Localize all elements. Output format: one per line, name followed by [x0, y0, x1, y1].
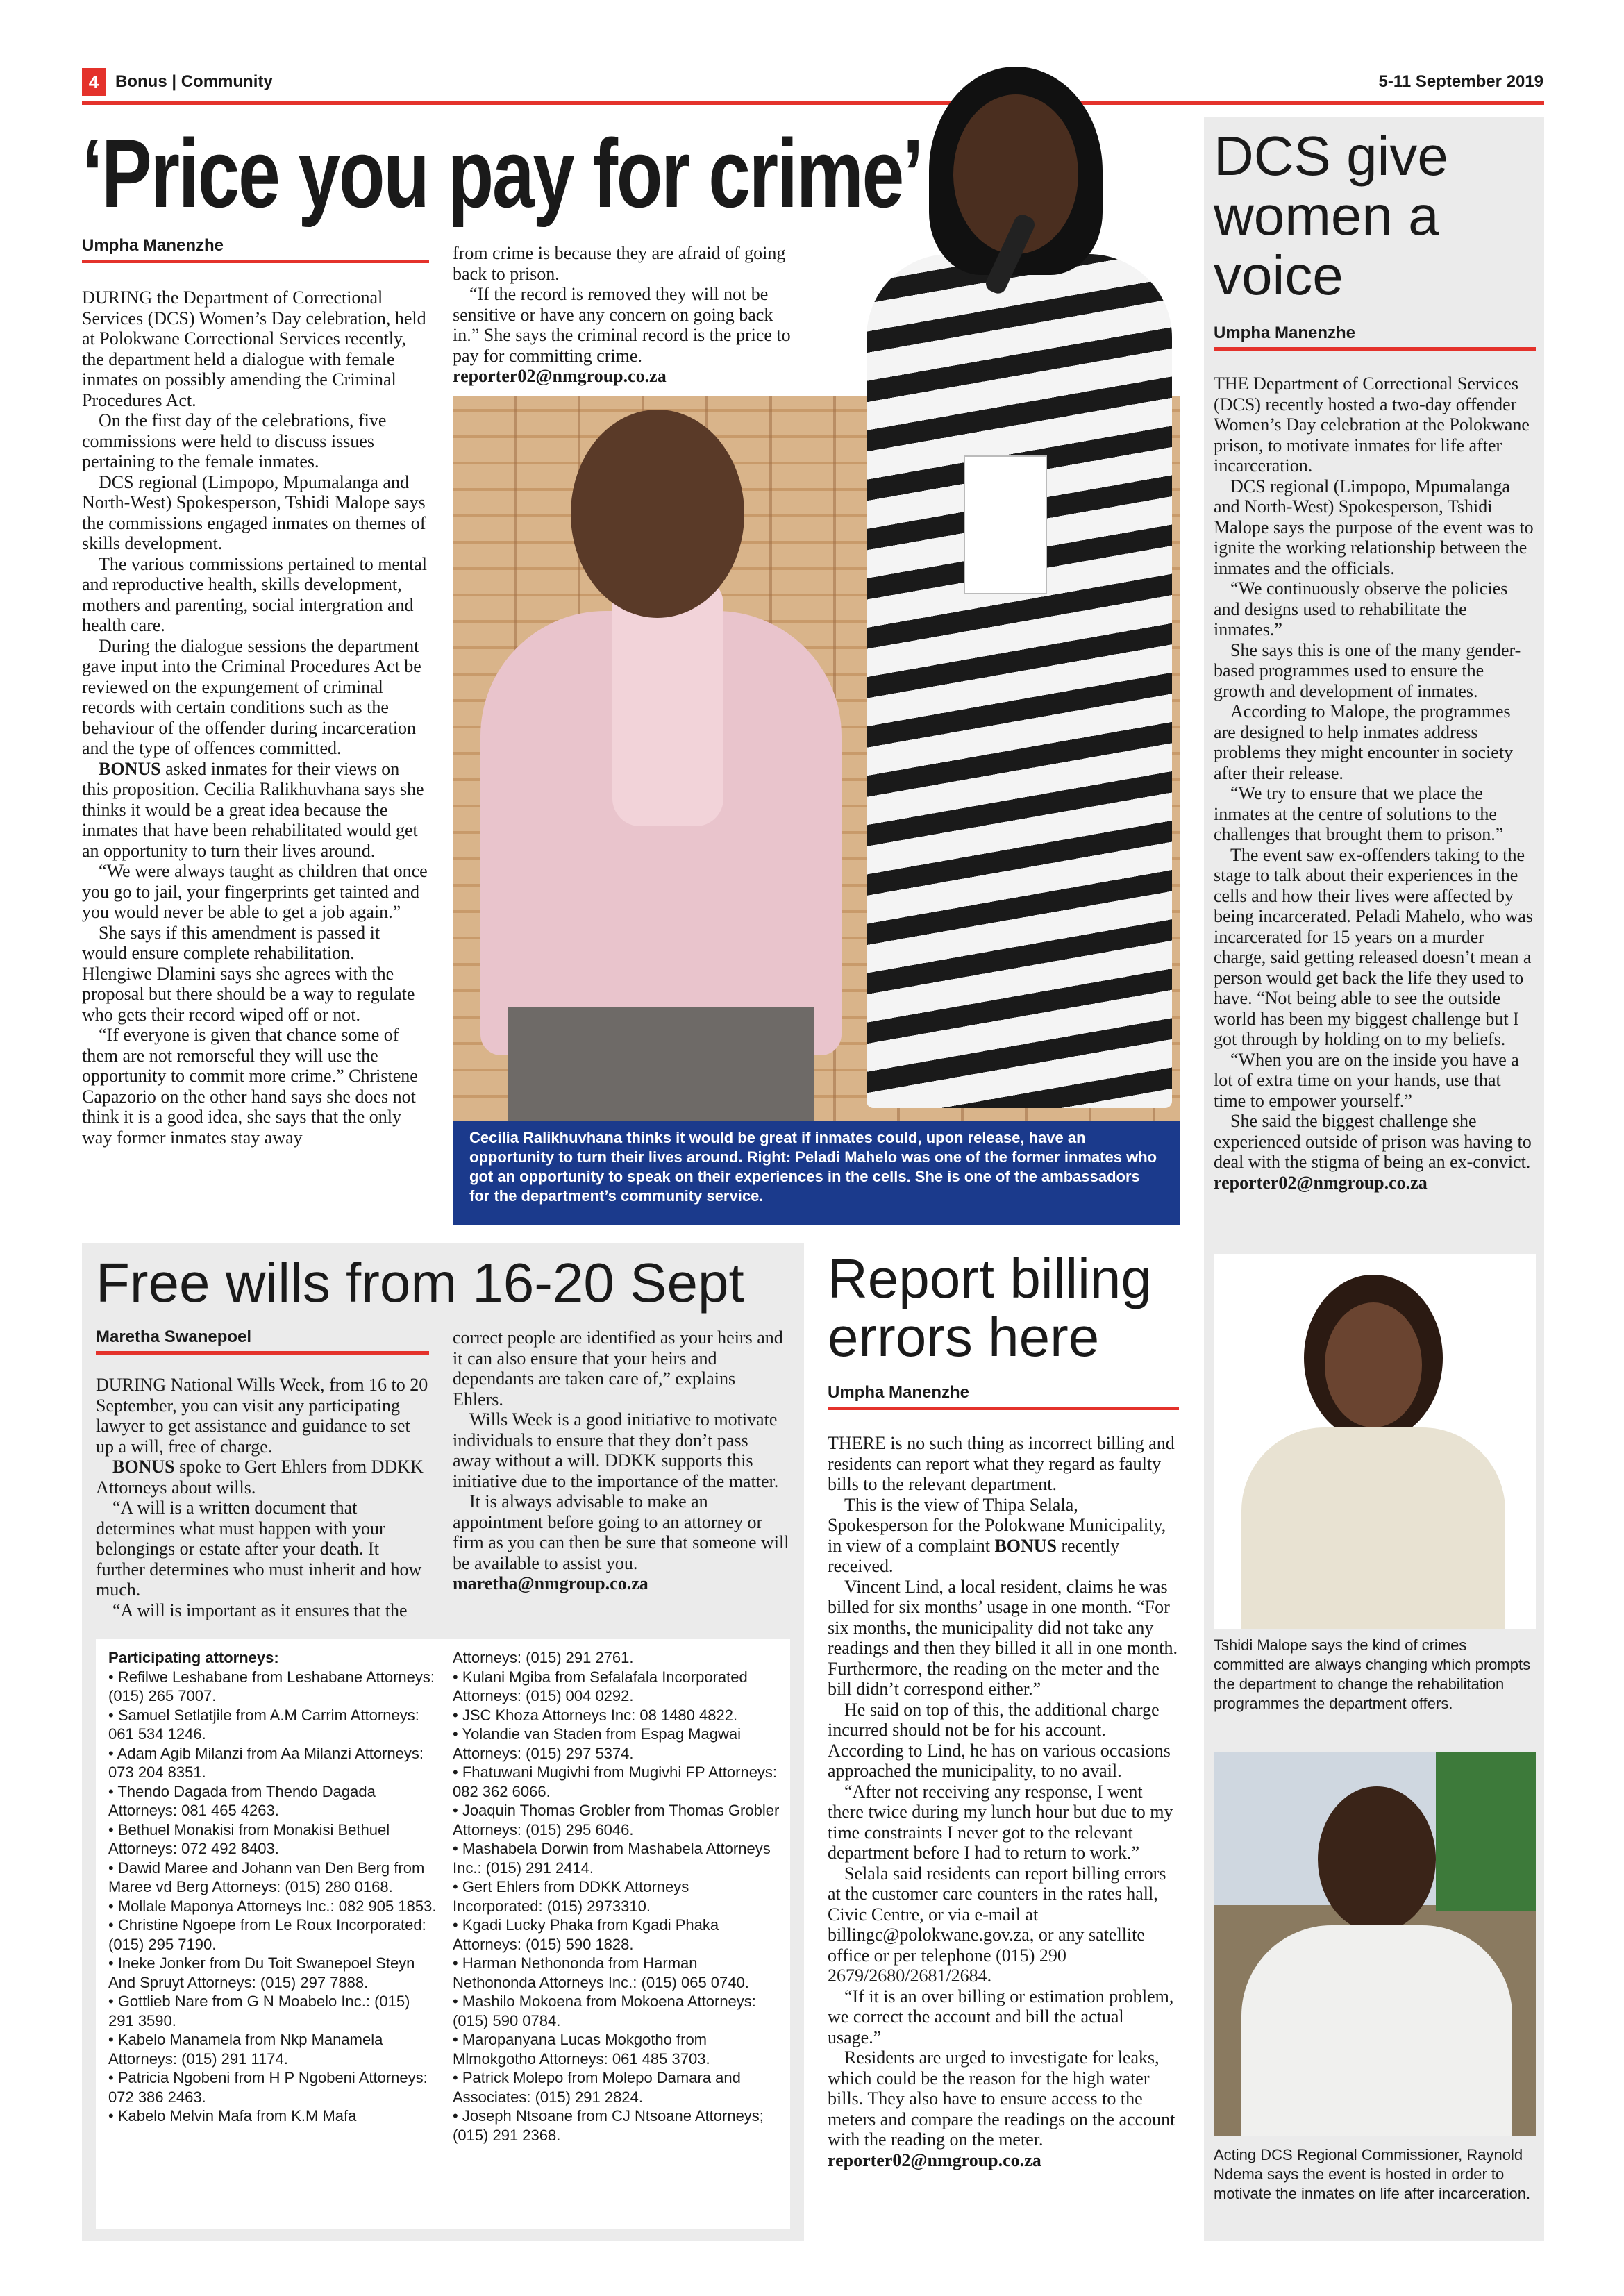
wills-paragraph: DURING National Wills Week, from 16 to 20 September, you can visit any participating lawyer to get assistance and guidance to set up a will, free of charge. — [96, 1375, 428, 1457]
billing-byline: Umpha Manenzhe — [828, 1383, 970, 1402]
billing-paragraph: He said on top of this, the additional charge incurred should not be for his account. According to Lind, he has on various occasions approached the municipality, to no avail. — [828, 1699, 1171, 1781]
photo-caption-main: Cecilia Ralikhuvhana thinks it would be great if inmates could, upon release, have an opportunity to turn their lives around. Right: Peladi Mahelo was one of the former inmates who got an opportunity to speak on their experiences in the cells. She is one of the ambassadors for the department’s community service. — [453, 1121, 1180, 1225]
attorney-item: • Ineke Jonker from Du Toit Swanepoel Steyn And Spruyt Attorneys: (015) 297 7888. — [108, 1954, 415, 1991]
wills-paragraph: It is always advisable to make an appointment before going to an attorney or firm as you can then be sure that someone will be available to assist you. — [453, 1491, 789, 1573]
bonus-mark: BONUS — [112, 1457, 175, 1477]
crime-paragraph: On the first day of the celebrations, five commissions were held to discuss issues pertaining to the female inmates. — [82, 410, 387, 471]
attorney-item: Attorneys: (015) 291 2761. — [453, 1649, 634, 1666]
dcs-paragraph: She says this is one of the many gender-based programmes used to ensure the growth and development of inmates. — [1214, 639, 1521, 701]
attorney-item: • Refilwe Leshabane from Leshabane Attorneys: (015) 265 7007. — [108, 1668, 435, 1704]
attorney-item: • Yolandie van Staden from Espag Magwai Attorneys: (015) 297 5374. — [453, 1725, 741, 1762]
crime-paragraph: She says if this amendment is passed it would ensure complete rehabilitation. Hlengiwe Dlamini says she agrees with the proposal but there should be a way to regulate who gets their record wiped off or not. — [82, 922, 415, 1025]
billing-paragraph: Selala said residents can report billing errors at the customer care counters in the rates hall, Civic Centre, or via e-mail at billingc@polokwane.gov.za, or any satellite office or per telephone (015) 290 2679/2680/2681/2684. — [828, 1863, 1166, 1986]
grey-skirt — [508, 1007, 814, 1121]
dcs-paragraph: “When you are on the inside you have a lot of extra time on your hands, use that time to empower yourself.” — [1214, 1049, 1519, 1111]
billing-paragraph: THERE is no such thing as incorrect billing and residents can report what they regard as faulty bills to the relevant department. — [828, 1433, 1175, 1494]
billing-paragraph — [828, 1495, 1179, 1577]
attorney-item: • Dawid Maree and Johann van Den Berg from Maree vd Berg Attorneys: (015) 280 0168. — [108, 1859, 425, 1895]
crime-headline: ‘Price you pay for crime’ — [82, 119, 922, 228]
attorney-item: • Joseph Ntsoane from CJ Ntsoane Attorneys; (015) 291 2368. — [453, 2107, 764, 2144]
photo-tshidi-malope — [1214, 1254, 1536, 1629]
wills-paragraph-text: spoke to Gert Ehlers from DDKK Attorneys about wills. — [96, 1457, 424, 1498]
face — [1325, 1302, 1422, 1427]
attorney-item: • Kgadi Lucky Phaka from Kgadi Phaka Attorneys: (015) 590 1828. — [453, 1916, 719, 1953]
wills-column-2 — [453, 1327, 790, 1594]
crime-paragraph: “We were always taught as children that once you go to jail, your fingerprints get tainted and you would never be able to get a job again.” — [82, 861, 428, 922]
dcs-headline: DCS give women a voice — [1214, 125, 1448, 306]
dcs-paragraph: She said the biggest challenge she experienced outside of prison was having to deal with the stigma of being an ex-convict. — [1214, 1111, 1532, 1172]
attorney-item: • Maropanyana Lucas Mokgotho from Mlmokgotho Attorneys: 061 485 3703. — [453, 2031, 710, 2068]
name-badge — [964, 455, 1047, 594]
wills-column-1 — [96, 1375, 429, 1620]
wills-headline: Free wills from 16-20 Sept — [96, 1252, 744, 1314]
crime-paragraph — [82, 759, 429, 862]
attorney-item: • Mashilo Mokoena from Mokoena Attorneys: (015) 590 0784. — [453, 1993, 756, 2029]
bonus-mark: BONUS — [99, 758, 161, 779]
flag — [1436, 1752, 1536, 1911]
crime-column-1 — [82, 287, 429, 1148]
dcs-byline-rule — [1214, 347, 1536, 351]
crime-paragraph: DURING the Department of Correctional Services (DCS) Women’s Day celebration, held at Polokwane Correctional Services recently, the department held a dialogue with female inmates on possibly amending the Criminal Procedures Act. — [82, 287, 426, 410]
wills-paragraph: correct people are identified as your heirs and it can also ensure that your heirs and dependants are taken care of,” explains Ehlers. — [453, 1327, 783, 1409]
crime-paragraph-text: asked inmates for their views on this proposition. Cecilia Ralikhuvhana says she thinks it would be a great idea because the inmates that have been rehabilitated would get an opportunity to turn their lives around. — [82, 758, 424, 861]
uniform-shirt — [1241, 1427, 1505, 1629]
crime-paragraph: “If everyone is given that chance some of them are not remorseful they will use the opportunity to commit more crime.” Christene Capazorio on the other hand says she does not think it is a good idea, she says that the only way former inmates stay away — [82, 1025, 418, 1148]
billing-paragraph: “If it is an over billing or estimation problem, we correct the account and bill the actual usage.” — [828, 1986, 1174, 2047]
white-shirt — [1241, 1925, 1512, 2136]
attorneys-column-2 — [453, 1648, 782, 2145]
crime-paragraph: The various commissions pertained to mental and reproductive health, skills development, mothers and parenting, social intergration and health care. — [82, 553, 427, 635]
attorney-item: • Joaquin Thomas Grobler from Thomas Grobler Attorneys: (015) 295 6046. — [453, 1802, 780, 1838]
billing-paragraph-text: This is the view of Thipa Selala, Spokesperson for the Polokwane Municipality, in view of a complaint — [828, 1494, 1166, 1556]
billing-paragraph: Residents are urged to investigate for leaks, which could be the reason for the high water bills. They also have to ensure access to the meters and compare the readings on the account with the reading on the meter. — [828, 2047, 1175, 2150]
billing-paragraph-text: recently received. — [828, 1535, 1120, 1576]
crime-paragraph: DCS regional (Limpopo, Mpumalanga and North-West) Spokesperson, Tshidi Malope says the commissions engaged inmates on themes of skills development. — [82, 471, 426, 553]
dcs-paragraph: THE Department of Correctional Services (DCS) recently hosted a two-day offender Women’s Day celebration at the Polokwane prison, to motivate inmates for life after incarceration. — [1214, 374, 1530, 476]
dcs-email: reporter02@nmgroup.co.za — [1214, 1172, 1428, 1193]
attorney-item: • Kulani Mgiba from Sefalafala Incorporated Attorneys: (015) 004 0292. — [453, 1668, 748, 1704]
attorney-item: • Kabelo Melvin Mafa from K.M Mafa — [108, 2107, 357, 2125]
striped-dress — [867, 254, 1172, 1108]
dcs-paragraph: “We continuously observe the policies and designs used to rehabilitate the inmates.” — [1214, 578, 1508, 639]
dcs-column — [1214, 374, 1536, 1193]
face — [1318, 1786, 1436, 1932]
header-rule — [82, 101, 1544, 105]
attorney-item: • Adam Agib Milanzi from Aa Milanzi Attorneys: 073 204 8351. — [108, 1744, 424, 1781]
wills-paragraph: “A will is important as it ensures that the — [112, 1600, 408, 1620]
wills-paragraph — [96, 1457, 429, 1498]
attorney-item: • Kabelo Manamela from Nkp Manamela Attorneys: (015) 291 1174. — [108, 2031, 383, 2068]
attorney-item: • Patricia Ngobeni from H P Ngobeni Attorneys: 072 386 2463. — [108, 2069, 428, 2106]
wills-paragraph: Wills Week is a good initiative to motivate individuals to ensure that they don’t pass away without a will. DDKK supports this initiative due to the importance of the matter. — [453, 1409, 779, 1491]
crime-byline: Umpha Manenzhe — [82, 236, 224, 255]
attorney-item: • Gottlieb Nare from G N Moabelo Inc.: (015) 291 3590. — [108, 1993, 410, 2029]
crime-byline-rule — [82, 260, 429, 263]
crime-email: reporter02@nmgroup.co.za — [453, 366, 667, 386]
photo-raynold-ndema — [1214, 1752, 1536, 2136]
wills-email: maretha@nmgroup.co.za — [453, 1573, 648, 1593]
attorney-item: • Patrick Molepo from Molepo Damara and Associates: (015) 291 2824. — [453, 2069, 741, 2106]
dcs-paragraph: DCS regional (Limpopo, Mpumalanga and North-West) Spokesperson, Tshidi Malope says the purpose of the event was to ignite the working relationship between the inmates and the officials. — [1214, 476, 1534, 578]
dcs-byline: Umpha Manenzhe — [1214, 324, 1356, 342]
attorney-item: • Thendo Dagada from Thendo Dagada Attorneys: 081 465 4263. — [108, 1782, 376, 1819]
attorney-item: • Harman Nethononda from Harman Nethononda Attorneys Inc.: (015) 065 0740. — [453, 1954, 749, 1991]
billing-column — [828, 1433, 1179, 2170]
attorney-item: • Christine Ngoepe from Le Roux Incorporated: (015) 295 7190. — [108, 1916, 426, 1953]
billing-paragraph: Vincent Lind, a local resident, claims he was billed for six months’ usage in one month. “For six months, the municipality did not take any readings and then they billed it all in one month. Furthermore, the reading on the meter and the bill didn’t correspond either.” — [828, 1576, 1178, 1699]
billing-email: reporter02@nmgroup.co.za — [828, 2150, 1041, 2170]
dcs-paragraph: “We try to ensure that we place the inmates at the centre of solutions to the challenges that brought them to prison.” — [1214, 783, 1504, 844]
billing-headline: Report billing errors here — [828, 1248, 1152, 1368]
wills-byline-rule — [96, 1351, 429, 1355]
issue-date: 5-11 September 2019 — [1378, 72, 1543, 91]
wills-paragraph: “A will is a written document that determines what must happen with your belongings or estate after your death. It further determines who must inherit and how much. — [96, 1498, 422, 1600]
caption-ndema: Acting DCS Regional Commissioner, Raynold Ndema says the event is hosted in order to motivate the inmates on life after incarceration. — [1214, 2146, 1531, 2202]
wills-byline: Maretha Swanepoel — [96, 1327, 252, 1346]
attorney-item: • Gert Ehlers from DDKK Attorneys Incorporated: (015) 2973310. — [453, 1878, 689, 1915]
billing-byline-rule — [828, 1407, 1179, 1410]
attorney-item: • Mollale Maponya Attorneys Inc.: 082 905 1853. — [108, 1897, 437, 1915]
attorneys-column-1 — [108, 1648, 437, 2126]
section-label: Bonus | Community — [115, 72, 273, 91]
attorney-item: • Samuel Setlatjile from A.M Carrim Attorneys: 061 534 1246. — [108, 1706, 419, 1743]
dcs-paragraph: The event saw ex-offenders taking to the stage to talk about their experiences in the cells and how their lives were affected by being incarcerated. Peladi Mahelo, who was incarcerated for 15 years on a murder charge, said getting released doesn’t mean a person would get back the life they used to have. “Not being able to see the outside world has been my biggest challenge but I got through by holding on to my beliefs. — [1214, 844, 1533, 1049]
page-number: 4 — [82, 68, 106, 96]
woman-head — [571, 410, 744, 618]
attorney-item: • Mashabela Dorwin from Mashabela Attorneys Inc.: (015) 291 2414. — [453, 1840, 771, 1877]
attorney-item: • JSC Khoza Attorneys Inc: 08 1480 4822. — [453, 1706, 738, 1724]
crime-paragraph: “If the record is removed they will not be sensitive or have any concern on going back in.” She says the criminal record is the price to pay for committing crime. — [453, 284, 791, 366]
photo-peladi-speaking — [818, 67, 1207, 1122]
caption-malope: Tshidi Malope says the kind of crimes committed are always changing which prompts the department to change the rehabilitation programmes the department offers. — [1214, 1636, 1531, 1712]
attorney-item: • Bethuel Monakisi from Monakisi Bethuel Attorneys: 072 492 8403. — [108, 1820, 390, 1857]
crime-column-2 — [453, 243, 800, 387]
attorneys-heading: Participating attorneys: — [108, 1649, 279, 1666]
crime-paragraph: During the dialogue sessions the department gave input into the Criminal Procedures Act be reviewed on the expungement of criminal records with certain conditions such as the behaviour of the offender during incarceration and the type of offences committed. — [82, 635, 421, 758]
crime-paragraph: from crime is because they are afraid of going back to prison. — [453, 243, 786, 284]
bonus-mark: BONUS — [994, 1535, 1057, 1556]
billing-paragraph: “After not receiving any response, I went there twice during my lunch hour but due to my time constraints I never got to the relevant department before I had to return to work.” — [828, 1781, 1173, 1863]
dcs-paragraph: According to Malope, the programmes are designed to help inmates address problems they might encounter in society after their release. — [1214, 701, 1514, 783]
attorney-item: • Fhatuwani Mugivhi from Mugivhi FP Attorneys: 082 362 6066. — [453, 1763, 778, 1800]
